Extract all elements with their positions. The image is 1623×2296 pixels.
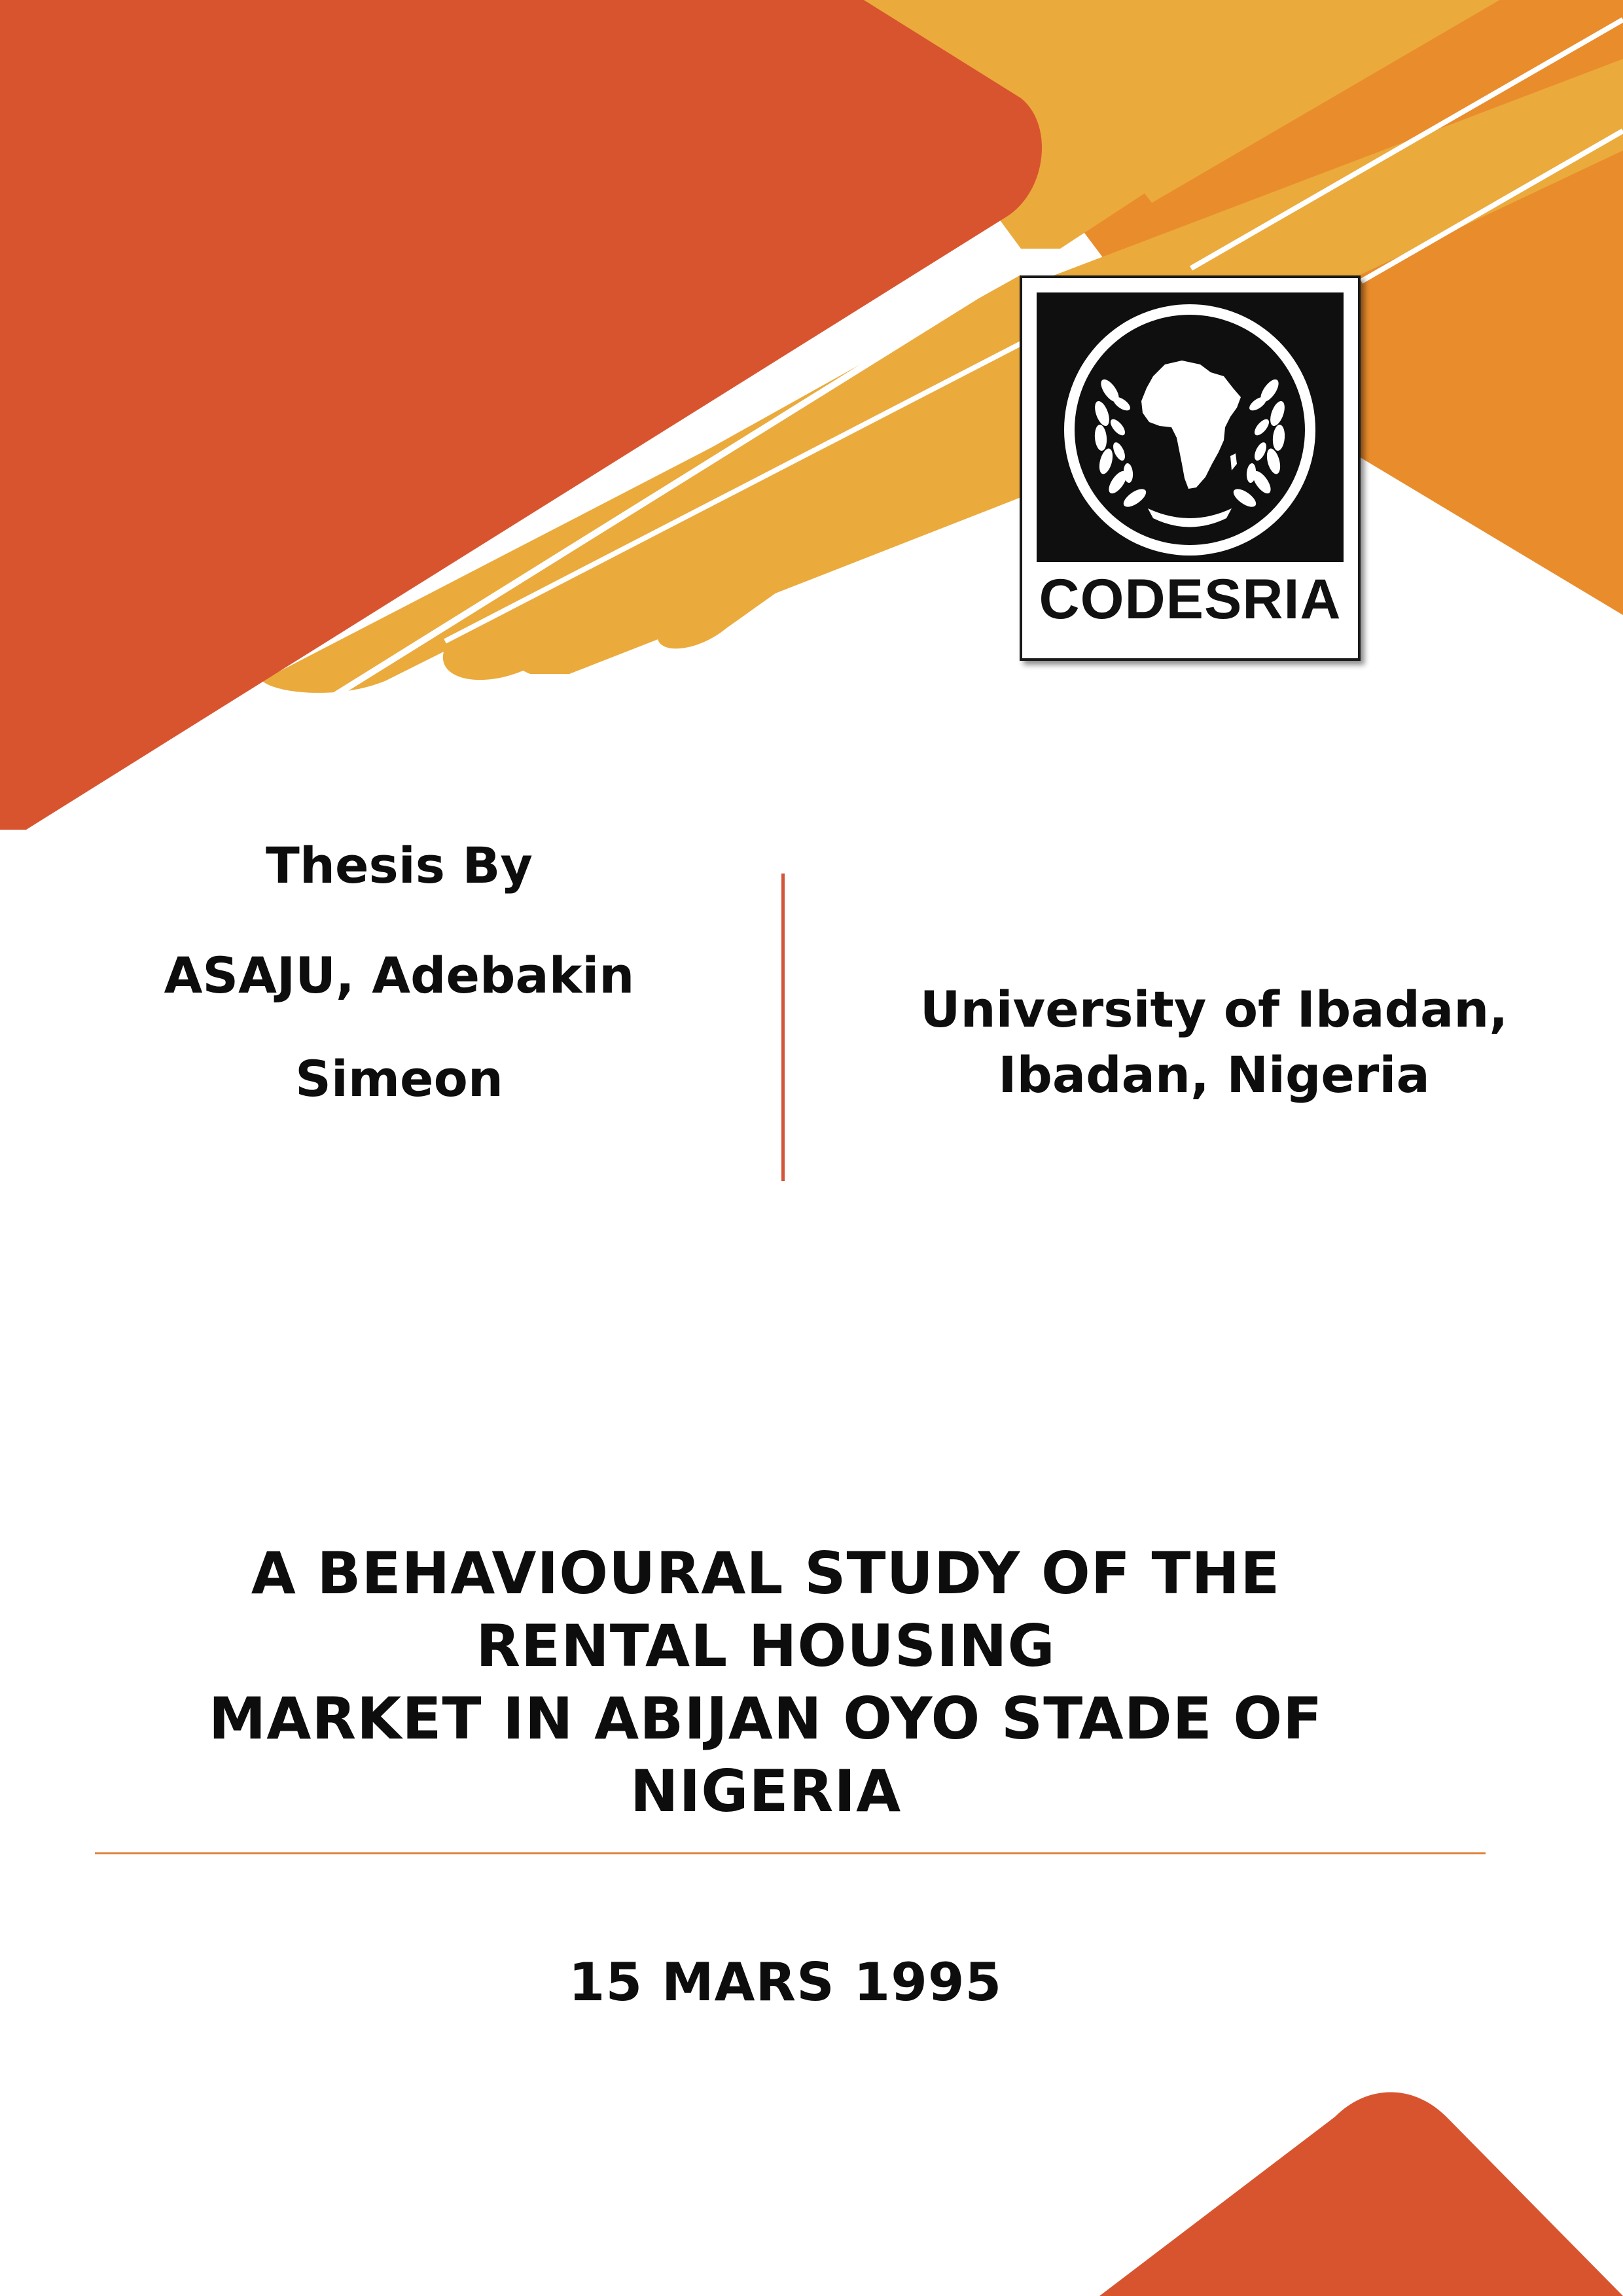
author-name-line-1: ASAJU, Adebakin [164, 946, 635, 1004]
orange-red-triangle-bottom [1099, 2093, 1623, 2296]
logo-wordmark: CODESRIA [1039, 568, 1342, 631]
thesis-title-line-3: MARKET IN ABIJAN OYO STADE OF [208, 1685, 1323, 1752]
thesis-by-label: Thesis By [266, 836, 533, 894]
thesis-title-line-2: RENTAL HOUSING [476, 1612, 1056, 1680]
institution-line-1: University of Ibadan, [919, 980, 1508, 1038]
column-divider [781, 874, 785, 1181]
institution-line-2: Ibadan, Nigeria [998, 1046, 1430, 1104]
codesria-logo [1020, 275, 1361, 661]
logo-emblem-panel [1037, 292, 1344, 562]
thesis-title-line-4: NIGERIA [630, 1757, 902, 1825]
author-name-line-2: Simeon [295, 1050, 503, 1108]
title-divider [95, 1852, 1486, 1854]
thesis-title-line-1: A BEHAVIOURAL STUDY OF THE [251, 1540, 1281, 1607]
africa-laurel-emblem-icon [1037, 292, 1344, 562]
thesis-date: 15 MARS 1995 [568, 1952, 1003, 2013]
